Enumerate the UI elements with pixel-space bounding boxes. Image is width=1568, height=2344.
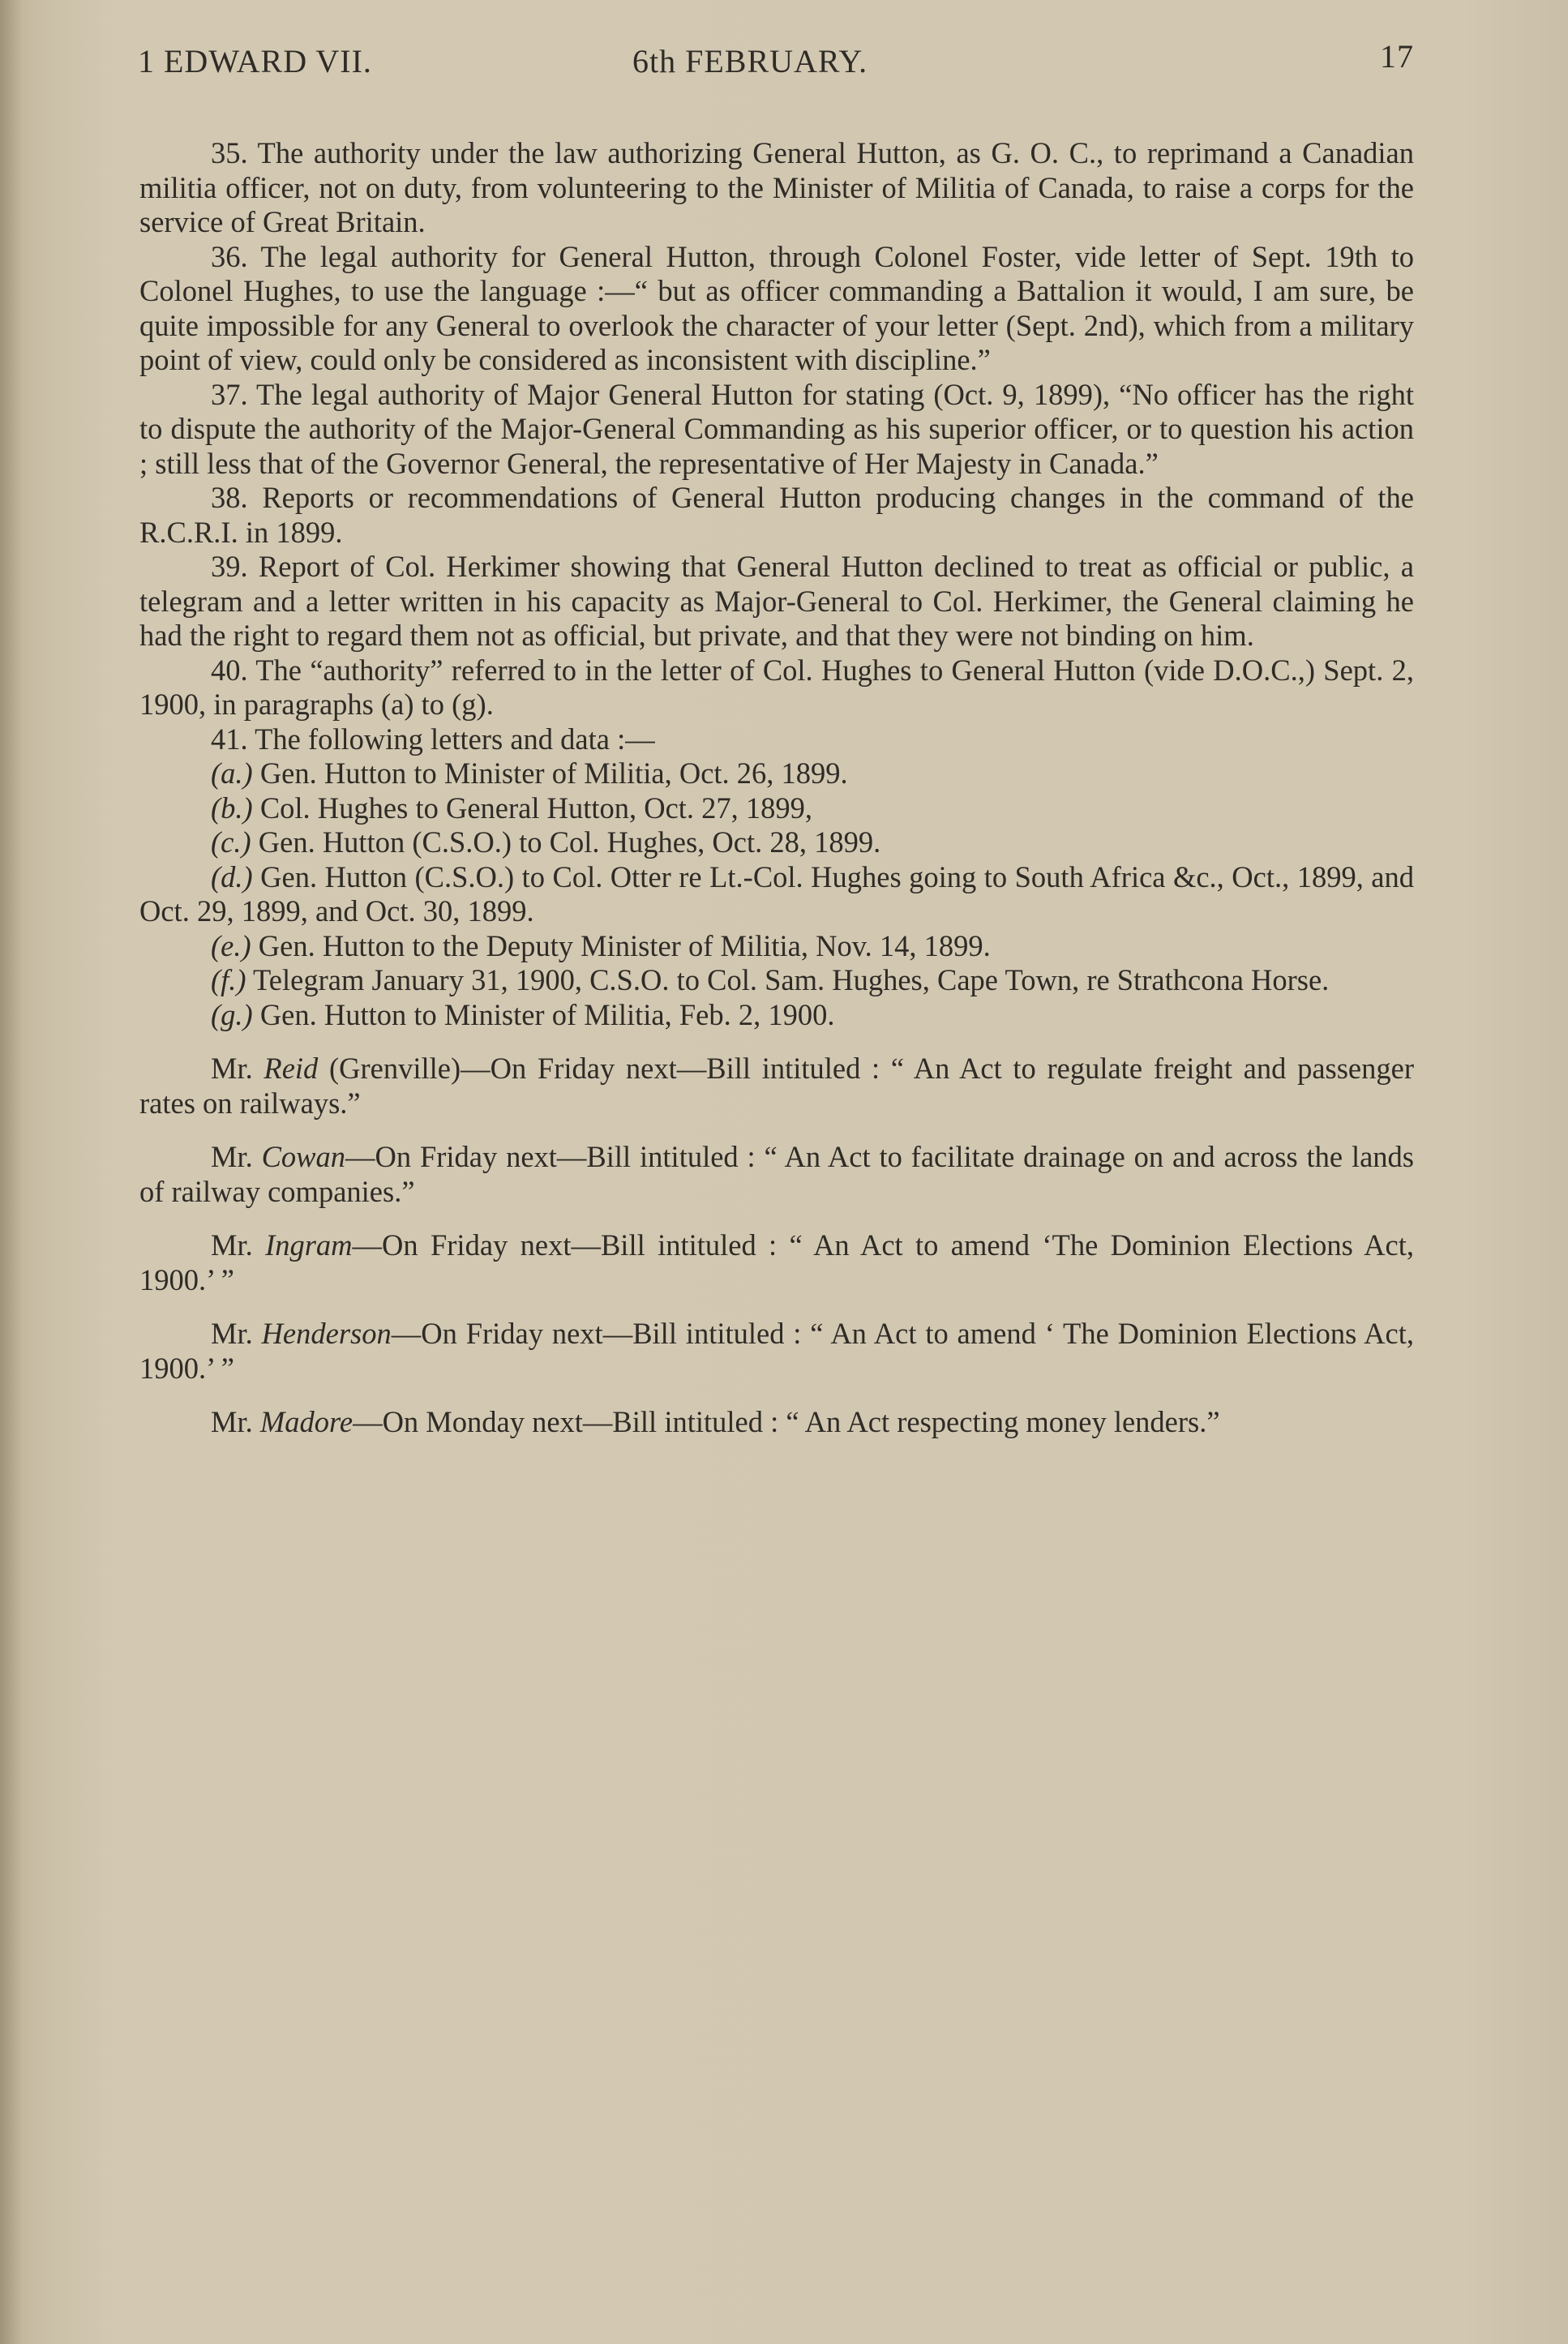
notice-of-motion-henderson xyxy=(139,1317,1414,1386)
letter-label: (d.) xyxy=(211,859,253,893)
member-name: Henderson xyxy=(261,1317,392,1350)
letter-label: (g.) xyxy=(211,997,253,1031)
letter-label: (f.) xyxy=(211,963,246,996)
letter-item-a xyxy=(139,756,1414,791)
paragraph-36: 36. The legal authority for General Hutton, through Colonel Foster, vide letter of Sept. 19th to Colonel Hughes, to use the language :—“ but as officer commanding a Battalion it would, I am sure, be quite impossible for any General to overlook the character of your letter (Sept. 2nd), which from a military point of view, could only be considered as inconsistent with discipline.” xyxy=(139,239,1414,376)
letter-item-e xyxy=(139,929,1414,964)
letter-label: (c.) xyxy=(211,825,251,859)
letter-label: (e.) xyxy=(211,928,251,962)
paragraph-38: 38. Reports or recommendations of General Hutton producing changes in the command of the R.C.R.I. in 1899. xyxy=(139,481,1414,549)
motion-text: —On Friday next—Bill intituled : “ An Act to amend ‘The Dominion Elections Act, 1900.’ ” xyxy=(139,1228,1414,1296)
letter-item-c xyxy=(139,825,1414,860)
paragraph-35: 35. The authority under the law authorizing General Hutton, as G. O. C., to reprimand a Canadian militia officer, not on duty, from volunteering to the Minister of Militia of Canada, to raise a corps for the service of Great Britain. xyxy=(139,136,1414,238)
body-text xyxy=(139,136,1414,1440)
notice-of-motion-cowan xyxy=(139,1140,1414,1209)
letter-label: (a.) xyxy=(211,756,253,790)
member-name: Ingram xyxy=(265,1228,353,1262)
motion-text: —On Friday next—Bill intituled : “ An Act to facilitate drainage on and across the lands of railway companies.” xyxy=(139,1140,1414,1208)
letter-text: Col. Hughes to General Hutton, Oct. 27, 1899, xyxy=(259,791,813,825)
motion-text: —On Friday next—Bill intituled : “ An Act to amend ‘ The Dominion Elections Act, 1900.’ ” xyxy=(139,1317,1414,1385)
paragraph-37: 37. The legal authority of Major General Hutton for stating (Oct. 9, 1899), “No officer has the right to dispute the authority of the Major-General Commanding as his superior officer, or to question his action ; still less that of the Governor General, the representative of Her Majesty in Canada.” xyxy=(139,377,1414,480)
member-title: Mr. xyxy=(211,1317,262,1350)
letter-text: Gen. Hutton to Minister of Militia, Feb. 2, 1900. xyxy=(259,997,835,1031)
binding-edge xyxy=(0,0,23,2344)
page-number: 17 xyxy=(1380,38,1414,75)
motion-text: —On Monday next—Bill intituled : “ An Act respecting money lenders.” xyxy=(353,1405,1220,1438)
letter-text: Gen. Hutton (C.S.O.) to Col. Otter re Lt.-Col. Hughes going to South Africa &c., Oct., 1899, and Oct. 29, 1899, and Oct. 30, 1899. xyxy=(139,859,1415,928)
paragraph-39: 39. Report of Col. Herkimer showing that General Hutton declined to treat as official or public, a telegram and a letter written in his capacity as Major-General to Col. Herkimer, the General claiming he had the right to regard them not as official, but private, and that they were not binding on him. xyxy=(139,550,1414,652)
letter-item-g xyxy=(139,998,1414,1033)
member-name: Madore xyxy=(259,1405,353,1438)
header-regnal-year: 1 EDWARD VII. xyxy=(138,43,372,79)
notice-of-motion-ingram xyxy=(139,1228,1414,1297)
letter-text: Gen. Hutton (C.S.O.) to Col. Hughes, Oct. 28, 1899. xyxy=(258,825,881,859)
letter-label: (b.) xyxy=(211,791,253,825)
member-name: Cowan xyxy=(261,1140,346,1173)
member-name: Reid xyxy=(263,1052,319,1085)
notice-of-motion-reid xyxy=(139,1052,1414,1121)
letter-text: Gen. Hutton to the Deputy Minister of Militia, Nov. 14, 1899. xyxy=(258,928,991,962)
motion-text: —On Friday next—Bill intituled : “ An Act to regulate freight and passenger rates on railways.” xyxy=(139,1052,1414,1120)
letter-text: Telegram January 31, 1900, C.S.O. to Col. Sam. Hughes, Cape Town, re Strathcona Horse. xyxy=(253,963,1330,996)
notice-of-motion-madore xyxy=(139,1405,1414,1440)
member-title: Mr. xyxy=(211,1140,262,1173)
running-header xyxy=(138,38,1414,91)
header-date: 6th FEBRUARY. xyxy=(632,43,868,79)
letter-item-d xyxy=(139,860,1414,929)
member-riding: (Grenville) xyxy=(318,1052,461,1085)
letter-item-b xyxy=(139,791,1414,826)
member-title: Mr. xyxy=(211,1052,264,1085)
paragraph-40: 40. The “authority” referred to in the letter of Col. Hughes to General Hutton (vide D.O.C.,) Sept. 2, 1900, in paragraphs (a) to (g). xyxy=(139,653,1414,721)
letter-text: Gen. Hutton to Minister of Militia, Oct. 26, 1899. xyxy=(259,756,848,790)
member-title: Mr. xyxy=(211,1228,266,1262)
paragraph-41: 41. The following letters and data :— xyxy=(211,722,655,756)
member-title: Mr. xyxy=(211,1405,260,1438)
letter-item-f xyxy=(139,963,1414,998)
